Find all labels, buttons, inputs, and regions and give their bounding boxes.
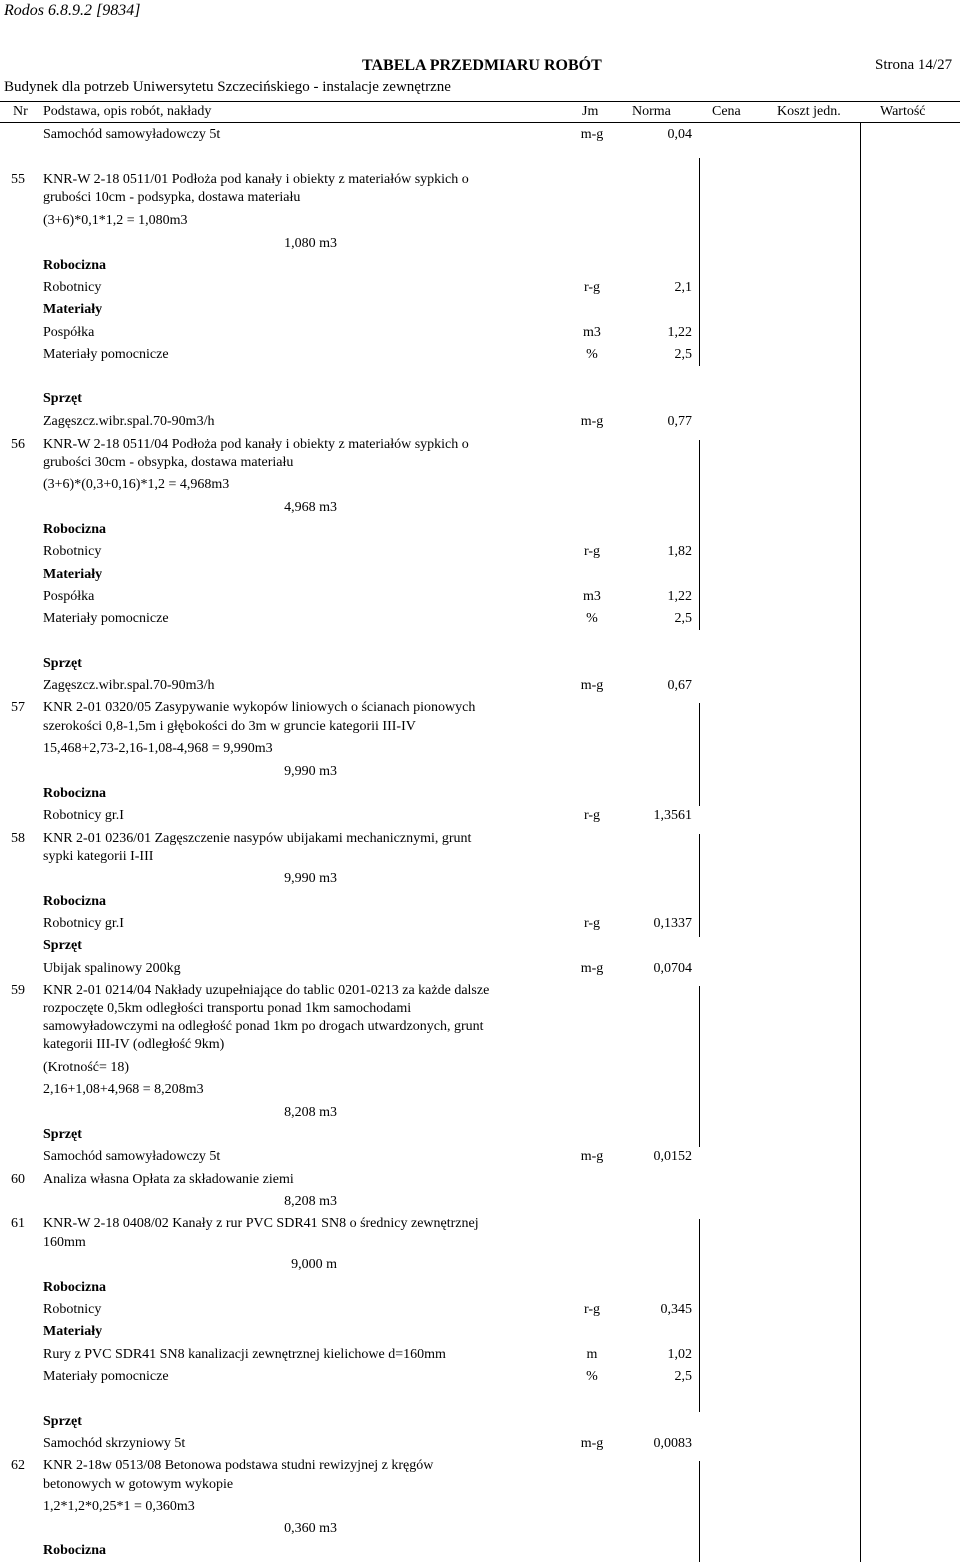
description: Robotnicy bbox=[43, 280, 102, 295]
norm-value: 1,22 bbox=[667, 589, 692, 604]
unit: r-g bbox=[583, 808, 601, 823]
quantity: 8,208 m3 bbox=[284, 1105, 337, 1120]
norm-value: 1,02 bbox=[667, 1347, 692, 1362]
item-number: 62 bbox=[11, 1458, 25, 1473]
page-title: TABELA PRZEDMIARU ROBÓT bbox=[362, 57, 602, 74]
section-heading: Materiały bbox=[43, 567, 103, 582]
description: Robotnicy gr.I bbox=[43, 808, 124, 823]
norm-value: 0,345 bbox=[660, 1302, 692, 1317]
unit: m bbox=[586, 1347, 598, 1362]
section-heading: Robocizna bbox=[43, 786, 106, 801]
section-heading: Materiały bbox=[43, 302, 103, 317]
description: betonowych w gotowym wykopie bbox=[43, 1477, 234, 1492]
description: 2,16+1,08+4,968 = 8,208m3 bbox=[43, 1082, 204, 1097]
column-jm: Jm bbox=[582, 104, 599, 119]
section-heading: Sprzęt bbox=[43, 1414, 82, 1429]
column-rule bbox=[699, 440, 700, 630]
norm-value: 0,0083 bbox=[653, 1436, 692, 1451]
description: 1,2*1,2*0,25*1 = 0,360m3 bbox=[43, 1499, 195, 1514]
item-number: 55 bbox=[11, 172, 25, 187]
description: KNR-W 2-18 0511/01 Podłoża pod kanały i obiekty z materiałów sypkich o bbox=[43, 172, 469, 187]
column-rule bbox=[699, 158, 700, 366]
unit: % bbox=[586, 347, 598, 362]
description: grubości 10cm - podsypka, dostawa materiału bbox=[43, 190, 301, 205]
description: Robotnicy bbox=[43, 544, 102, 559]
column-rule bbox=[699, 1461, 700, 1562]
quantity: 9,000 m bbox=[291, 1257, 337, 1272]
column-cena: Cena bbox=[712, 104, 741, 119]
norm-value: 2,5 bbox=[674, 611, 692, 626]
description: KNR 2-01 0320/05 Zasypywanie wykopów liniowych o ścianach pionowych bbox=[43, 700, 476, 715]
column-rule bbox=[860, 122, 861, 1562]
unit: r-g bbox=[583, 280, 601, 295]
norm-value: 0,77 bbox=[667, 414, 692, 429]
unit: m-g bbox=[580, 1149, 604, 1164]
quantity: 0,360 m3 bbox=[284, 1521, 337, 1536]
norm-value: 0,0704 bbox=[653, 961, 692, 976]
quantity: 9,990 m3 bbox=[284, 764, 337, 779]
item-number: 57 bbox=[11, 700, 25, 715]
section-heading: Robocizna bbox=[43, 258, 106, 273]
quantity: 8,208 m3 bbox=[284, 1194, 337, 1209]
norm-value: 2,1 bbox=[674, 280, 692, 295]
column-rule bbox=[699, 1219, 700, 1412]
description: rozpoczęte 0,5km odległości transportu ponad 1km samochodami bbox=[43, 1001, 412, 1016]
description: Robotnicy gr.I bbox=[43, 916, 124, 931]
unit: m3 bbox=[583, 325, 601, 340]
description: Materiały pomocnicze bbox=[43, 347, 169, 362]
description: Materiały pomocnicze bbox=[43, 1369, 169, 1384]
description: grubości 30cm - obsypka, dostawa materiału bbox=[43, 455, 294, 470]
column-rule bbox=[699, 834, 700, 937]
item-number: 59 bbox=[11, 983, 25, 998]
section-heading: Robocizna bbox=[43, 894, 106, 909]
description: sypki kategorii I-III bbox=[43, 849, 154, 864]
description: Samochód samowyładowczy 5t bbox=[43, 1149, 221, 1164]
item-number: 60 bbox=[11, 1172, 25, 1187]
description: 160mm bbox=[43, 1235, 86, 1250]
description: KNR 2-01 0236/01 Zagęszczenie nasypów ubijakami mechanicznymi, grunt bbox=[43, 831, 472, 846]
unit: % bbox=[586, 1369, 598, 1384]
description: Robotnicy bbox=[43, 1302, 102, 1317]
column-wartosc: Wartość bbox=[880, 104, 926, 119]
description: Samochód skrzyniowy 5t bbox=[43, 1436, 186, 1451]
section-heading: Robocizna bbox=[43, 1543, 106, 1558]
description: KNR-W 2-18 0408/02 Kanały z rur PVC SDR41 SN8 o średnicy zewnętrznej bbox=[43, 1216, 479, 1231]
norm-value: 0,0152 bbox=[653, 1149, 692, 1164]
description: Materiały pomocnicze bbox=[43, 611, 169, 626]
section-heading: Sprzęt bbox=[43, 656, 82, 671]
quantity: 1,080 m3 bbox=[284, 236, 337, 251]
description: Pospółka bbox=[43, 325, 95, 340]
column-podstawa: Podstawa, opis robót, nakłady bbox=[43, 104, 212, 119]
unit: m-g bbox=[580, 127, 604, 142]
description: (3+6)*(0,3+0,16)*1,2 = 4,968m3 bbox=[43, 477, 230, 492]
norm-value: 0,1337 bbox=[653, 916, 692, 931]
description: samowyładowczymi na odległość ponad 1km po drogach utwardzonych, grunt bbox=[43, 1019, 484, 1034]
description: Zagęszcz.wibr.spal.70-90m3/h bbox=[43, 414, 215, 429]
quantity: 9,990 m3 bbox=[284, 871, 337, 886]
unit: m3 bbox=[583, 589, 601, 604]
item-number: 56 bbox=[11, 437, 25, 452]
section-heading: Materiały bbox=[43, 1324, 103, 1339]
section-heading: Sprzęt bbox=[43, 391, 82, 406]
unit: m-g bbox=[580, 678, 604, 693]
unit: m-g bbox=[580, 961, 604, 976]
norm-value: 1,82 bbox=[667, 544, 692, 559]
description: 15,468+2,73-2,16-1,08-4,968 = 9,990m3 bbox=[43, 741, 273, 756]
header-top-rule bbox=[0, 101, 960, 102]
norm-value: 1,3561 bbox=[653, 808, 692, 823]
header-bottom-rule bbox=[0, 122, 960, 123]
description: Ubijak spalinowy 200kg bbox=[43, 961, 181, 976]
document-subtitle: Budynek dla potrzeb Uniwersytetu Szczecińskiego - instalacje zewnętrzne bbox=[4, 79, 451, 95]
column-norma: Norma bbox=[632, 104, 671, 119]
description: KNR-W 2-18 0511/04 Podłoża pod kanały i obiekty z materiałów sypkich o bbox=[43, 437, 469, 452]
unit: r-g bbox=[583, 544, 601, 559]
column-rule bbox=[699, 703, 700, 806]
norm-value: 1,22 bbox=[667, 325, 692, 340]
unit: % bbox=[586, 611, 598, 626]
description: szerokości 0,8-1,5m i głębokości do 3m w gruncie kategorii III-IV bbox=[43, 719, 416, 734]
program-version: Rodos 6.8.9.2 [9834] bbox=[4, 2, 141, 19]
unit: r-g bbox=[583, 916, 601, 931]
description: kategorii III-IV (odległość 9km) bbox=[43, 1037, 225, 1052]
page-number: Strona 14/27 bbox=[875, 57, 953, 73]
description: KNR 2-18w 0513/08 Betonowa podstawa studni rewizyjnej z kręgów bbox=[43, 1458, 434, 1473]
description: Zagęszcz.wibr.spal.70-90m3/h bbox=[43, 678, 215, 693]
norm-value: 2,5 bbox=[674, 1369, 692, 1384]
unit: m-g bbox=[580, 1436, 604, 1451]
norm-value: 2,5 bbox=[674, 347, 692, 362]
section-heading: Robocizna bbox=[43, 522, 106, 537]
quantity: 4,968 m3 bbox=[284, 500, 337, 515]
description: (Krotność= 18) bbox=[43, 1060, 130, 1075]
item-number: 58 bbox=[11, 831, 25, 846]
column-rule bbox=[699, 986, 700, 1147]
section-heading: Sprzęt bbox=[43, 938, 82, 953]
section-heading: Robocizna bbox=[43, 1280, 106, 1295]
norm-value: 0,67 bbox=[667, 678, 692, 693]
column-koszt: Koszt jedn. bbox=[777, 104, 841, 119]
description: Pospółka bbox=[43, 589, 95, 604]
column-nr: Nr bbox=[13, 104, 28, 119]
unit: r-g bbox=[583, 1302, 601, 1317]
norm-value: 0,04 bbox=[667, 127, 692, 142]
description: KNR 2-01 0214/04 Nakłady uzupełniające do tablic 0201-0213 za każde dalsze bbox=[43, 983, 490, 998]
unit: m-g bbox=[580, 414, 604, 429]
section-heading: Sprzęt bbox=[43, 1127, 82, 1142]
description: Analiza własna Opłata za składowanie ziemi bbox=[43, 1172, 294, 1187]
item-number: 61 bbox=[11, 1216, 25, 1231]
description: Samochód samowyładowczy 5t bbox=[43, 127, 221, 142]
description: (3+6)*0,1*1,2 = 1,080m3 bbox=[43, 213, 188, 228]
description: Rury z PVC SDR41 SN8 kanalizacji zewnętrznej kielichowe d=160mm bbox=[43, 1347, 446, 1362]
